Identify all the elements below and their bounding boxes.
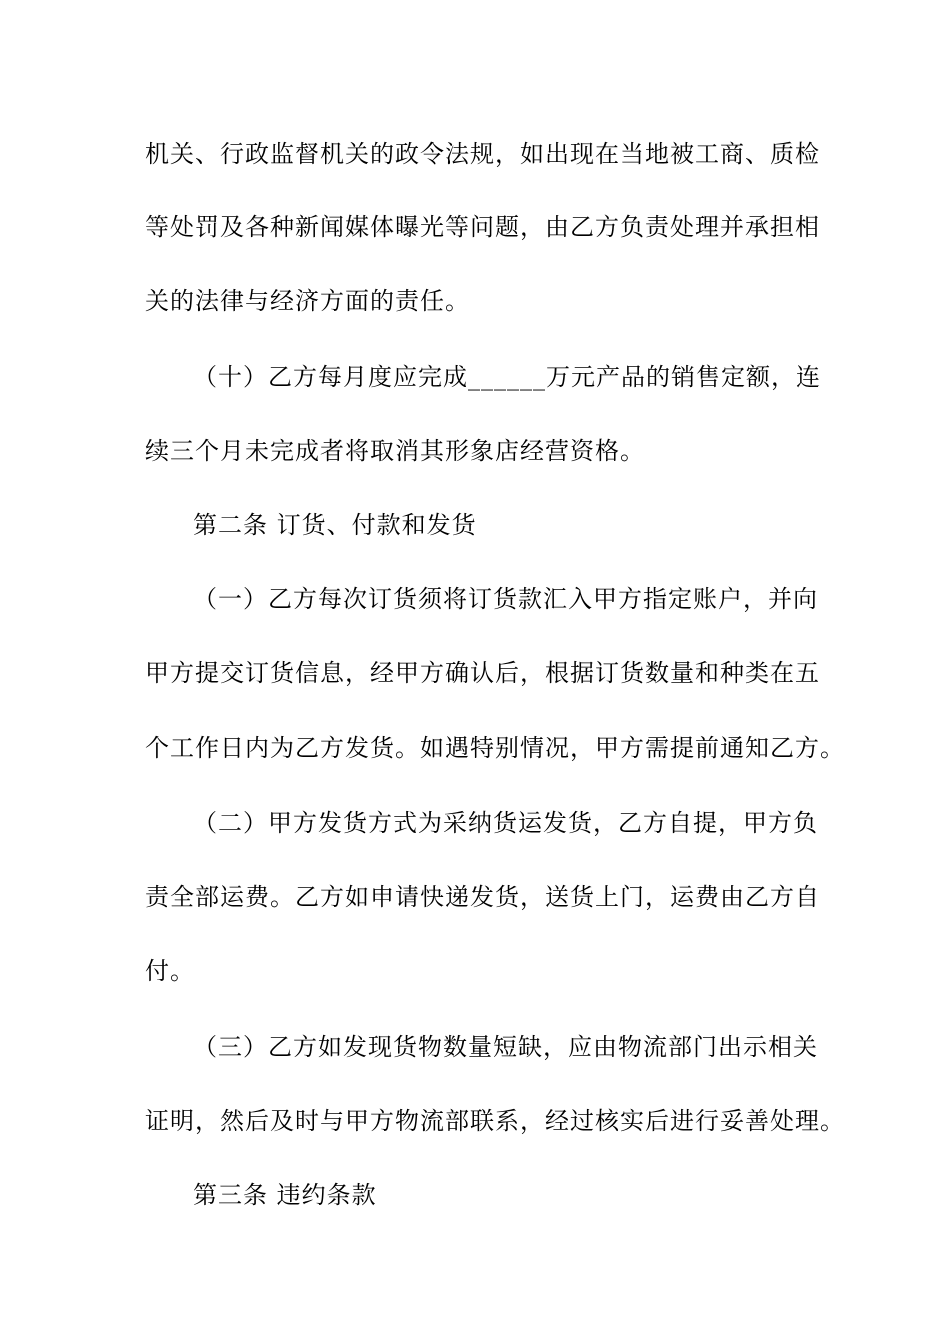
paragraph-line: 甲方提交订货信息，经甲方确认后，根据订货数量和种类在五: [145, 659, 820, 687]
paragraph-line: 付。: [145, 957, 195, 985]
paragraph-line: （三）乙方如发现货物数量短缺，应由物流部门出示相关: [193, 1033, 818, 1061]
paragraph-line: 个工作日内为乙方发货。如遇特别情况，甲方需提前通知乙方。: [145, 734, 845, 762]
section-heading: 第三条 违约条款: [193, 1181, 377, 1209]
paragraph-line: 关的法律与经济方面的责任。: [145, 287, 470, 315]
paragraph-line: （一）乙方每次订货须将订货款汇入甲方指定账户，并向: [193, 585, 818, 613]
paragraph-line: （十）乙方每月度应完成______万元产品的销售定额，连: [193, 363, 821, 391]
paragraph-line: 等处罚及各种新闻媒体曝光等问题，由乙方负责处理并承担相: [145, 213, 820, 241]
paragraph-line: （二）甲方发货方式为采纳货运发货，乙方自提，甲方负: [193, 809, 818, 837]
paragraph-line: 续三个月未完成者将取消其形象店经营资格。: [145, 437, 645, 465]
section-heading: 第二条 订货、付款和发货: [193, 511, 477, 539]
paragraph-line: 证明，然后及时与甲方物流部联系，经过核实后进行妥善处理。: [145, 1107, 845, 1135]
paragraph-line: 责全部运费。乙方如申请快递发货，送货上门，运费由乙方自: [145, 883, 820, 911]
paragraph-line: 机关、行政监督机关的政令法规，如出现在当地被工商、质检: [145, 140, 820, 168]
